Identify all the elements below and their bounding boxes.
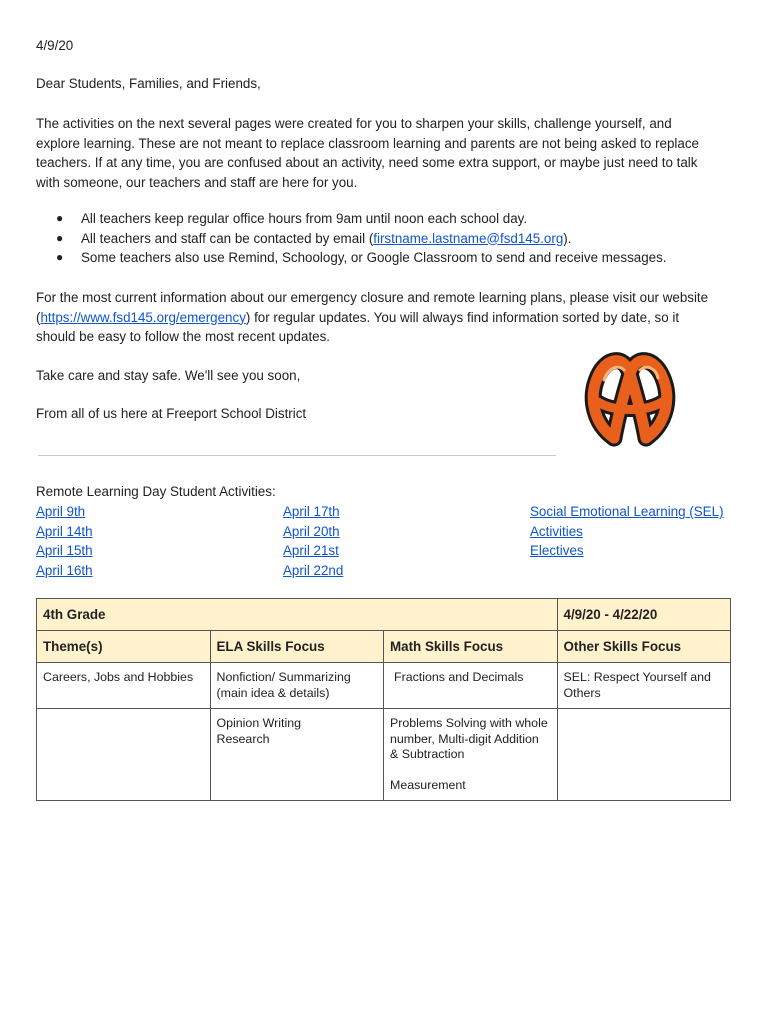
header-math: Math Skills Focus [384,631,558,663]
grade-label: 4th Grade [37,599,558,631]
activities-heading: Remote Learning Day Student Activities: [36,484,276,499]
activities-links-column-1 [36,502,93,580]
cell-other-empty [557,709,731,801]
link-april-16th[interactable]: April 16th [36,562,93,578]
closing-stay-safe: Take care and stay safe. We'll see you soon, [36,368,301,383]
paragraph-1-line-3: teachers. If at any time, you are confused about an activity, need some extra support, or maybe just need to talk [36,155,698,170]
bullet-dot-icon: ● [56,230,64,245]
paragraph-2-line-1: For the most current information about our emergency closure and remote learning plans, please visit our website [36,290,709,305]
link-april-9th[interactable]: April 9th [36,504,86,519]
table-row [37,663,731,709]
cell-theme-empty [37,709,211,801]
cell-math: Fractions and Decimals [384,663,558,709]
paragraph-2-line-2: (https://www.fsd145.org/emergency) for regular updates. You will always find information sorted by date, so it [36,309,680,325]
link-electives[interactable]: Electives [530,543,584,558]
bullet-dot-icon: ● [56,211,64,225]
bullet-dot-icon: ● [56,250,64,264]
table-title-row [37,599,731,631]
header-ela: ELA Skills Focus [210,631,384,663]
link-april-21st[interactable]: April 21st [283,543,339,558]
paragraph-1-line-4: with someone, our teachers and staff are here for you. [36,174,358,190]
bullet-platforms: ● Some teachers also use Remind, Schoology, or Google Classroom to send and receive messages. [36,248,667,268]
cell-ela: Opinion Writing Research [210,709,384,801]
link-activities[interactable]: Activities [530,523,583,539]
pretzel-icon [584,346,676,450]
link-april-20th[interactable]: April 20th [283,523,340,539]
bullet-office-hours: ● All teachers keep regular office hours from 9am until noon each school day. [36,209,667,229]
section-divider [38,455,556,456]
cell-math: Problems Solving with whole number, Multi-digit Addition & Subtraction Measurement [384,709,558,801]
letter-greeting: Dear Students, Families, and Friends, [36,76,261,91]
activities-links-column-2 [283,502,343,580]
table-header-row [37,631,731,663]
emergency-website-link[interactable]: https://www.fsd145.org/emergency [40,309,246,325]
date-range: 4/9/20 - 4/22/20 [557,599,731,631]
closing-signature: From all of us here at Freeport School District [36,406,307,421]
paragraph-2-line-3: should be easy to follow the most recent updates. [36,329,331,344]
activities-links-column-3 [530,502,724,561]
cell-other: SEL: Respect Yourself and Others [557,663,731,709]
cell-ela: Nonfiction/ Summarizing (main idea & details) [210,663,384,709]
link-april-17th[interactable]: April 17th [283,504,340,519]
header-other: Other Skills Focus [557,631,731,663]
email-link[interactable]: firstname.lastname@fsd145.org [373,230,564,246]
letter-date: 4/9/20 [36,38,74,53]
paragraph-1-line-2: explore learning. These are not meant to replace classroom learning and parents are not being asked to replace [36,135,699,151]
cell-theme: Careers, Jobs and Hobbies [37,663,211,709]
header-themes: Theme(s) [37,631,211,663]
paragraph-1-line-1: The activities on the next several pages were created for you to sharpen your skills, challenge yourself, and [36,116,672,131]
link-april-14th[interactable]: April 14th [36,523,93,539]
link-april-22nd[interactable]: April 22nd [283,562,344,578]
skills-table [36,598,731,801]
bullet-email: ● All teachers and staff can be contacted by email (firstname.lastname@fsd145.org). [36,229,667,249]
link-sel[interactable]: Social Emotional Learning (SEL) [530,504,724,519]
link-april-15th[interactable]: April 15th [36,543,93,558]
table-row [37,709,731,801]
bullet-list [36,209,667,268]
